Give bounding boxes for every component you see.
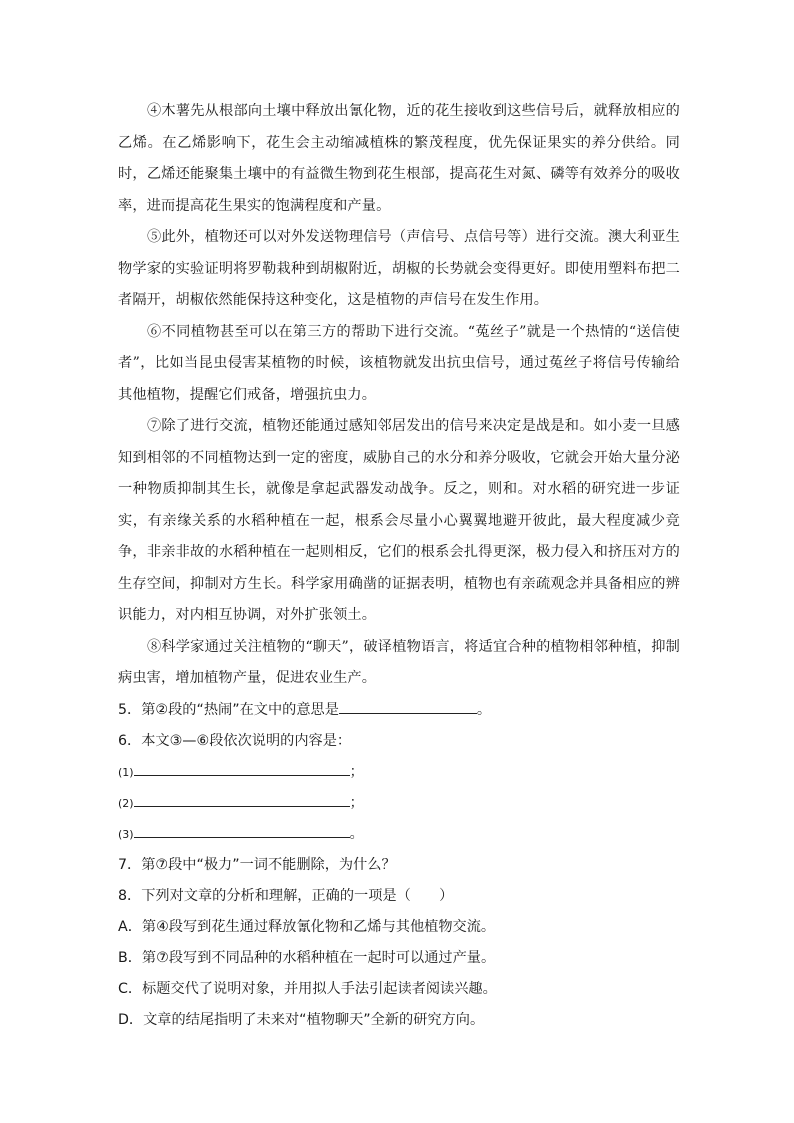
question-5 xyxy=(118,695,680,726)
option-b[interactable]: B．第⑦段写到不同品种的水稻种植在一起时可以通过产量。 xyxy=(118,949,496,966)
answer-blank-5[interactable] xyxy=(339,699,477,714)
question-6: 6．本文③—⑥段依次说明的内容是： xyxy=(118,732,352,749)
option-a[interactable]: A．第④段写到花生通过释放氰化物和乙烯与其他植物交流。 xyxy=(118,918,496,935)
question-7: 7．第⑦段中“极力”一词不能删除，为什么？ xyxy=(118,856,396,873)
item-number: (2) xyxy=(118,796,134,810)
paragraph-7: ⑦除了进行交流，植物还能通过感知邻居发出的信号来决定是战是和。如小麦一旦感知到相邻的不同植物达到一定的密度，威胁自己的水分和养分吸收，它就会开始大量分泌一种物质抑制其生长，就像是拿起武器发动战争。反之，则和。对水稻的研究进一步证实，有亲缘关系的水稻种植在一起，根系会尽量小心翼翼地避开彼此，最大程度减少竞争，非亲非故的水稻种植在一起则相反，它们的根系会扎得更深，极力侵入和挤压对方的生存空间，抑制对方生长。科学家用确凿的证据表明，植物也有亲疏观念并具备相应的辨识能力，对内相互协调，对外扩张领土。 xyxy=(118,418,680,623)
paragraph-8: ⑧科学家通过关注植物的“聊天”，破译植物语言，将适宜合种的植物相邻种植，抑制病虫害，增加植物产量，促进农业生产。 xyxy=(118,638,680,686)
question-6-item-3 xyxy=(118,819,680,850)
question-5-text: 5．第②段的“热闹”在文中的意思是 xyxy=(118,701,339,718)
item-number: (3) xyxy=(118,827,134,841)
item-number: (1) xyxy=(118,765,134,779)
document-page xyxy=(118,88,680,1036)
question-5-end: 。 xyxy=(476,701,492,718)
answer-blank-6-2[interactable] xyxy=(134,796,350,807)
question-8 xyxy=(118,881,680,1036)
paragraph-6: ⑥不同植物甚至可以在第三方的帮助下进行交流。“菟丝子”就是一个热情的“送信使者”，比如当昆虫侵害某植物的时候，该植物就发出抗虫信号，通过菟丝子将信号传输给其他植物，提醒它们戒备，增强抗虫力。 xyxy=(118,323,680,403)
question-6-item-1 xyxy=(118,757,680,788)
item-end: 。 xyxy=(349,825,364,842)
paragraph-4: ④木薯先从根部向土壤中释放出氰化物，近的花生接收到这些信号后，就释放相应的乙烯。在乙烯影响下，花生会主动缩减植株的繁茂程度，优先保证果实的养分供给。同时，乙烯还能聚集土壤中的有益微生物到花生根部，提高花生对氮、磷等有效养分的吸收率，进而提高花生果实的饱满程度和产量。 xyxy=(118,103,680,214)
question-8-text: 8．下列对文章的分析和理解，正确的一项是（ ） xyxy=(118,887,454,904)
answer-blank-6-1[interactable] xyxy=(134,765,350,776)
question-6-item-2 xyxy=(118,788,680,819)
answer-blank-6-3[interactable] xyxy=(134,827,350,838)
option-c[interactable]: C．标题交代了说明对象，并用拟人手法引起读者阅读兴趣。 xyxy=(118,980,497,997)
paragraph-5: ⑤此外，植物还可以对外发送物理信号（声信号、点信号等）进行交流。澳大利亚生物学家的实验证明将罗勒栽种到胡椒附近，胡椒的长势就会变得更好。即使用塑料布把二者隔开，胡椒依然能保持这种变化，这是植物的声信号在发生作用。 xyxy=(118,229,680,308)
item-end: ； xyxy=(349,794,364,811)
item-end: ； xyxy=(349,763,364,780)
option-d[interactable]: D．文章的结尾指明了未来对“植物聊天”全新的研究方向。 xyxy=(118,1011,485,1028)
